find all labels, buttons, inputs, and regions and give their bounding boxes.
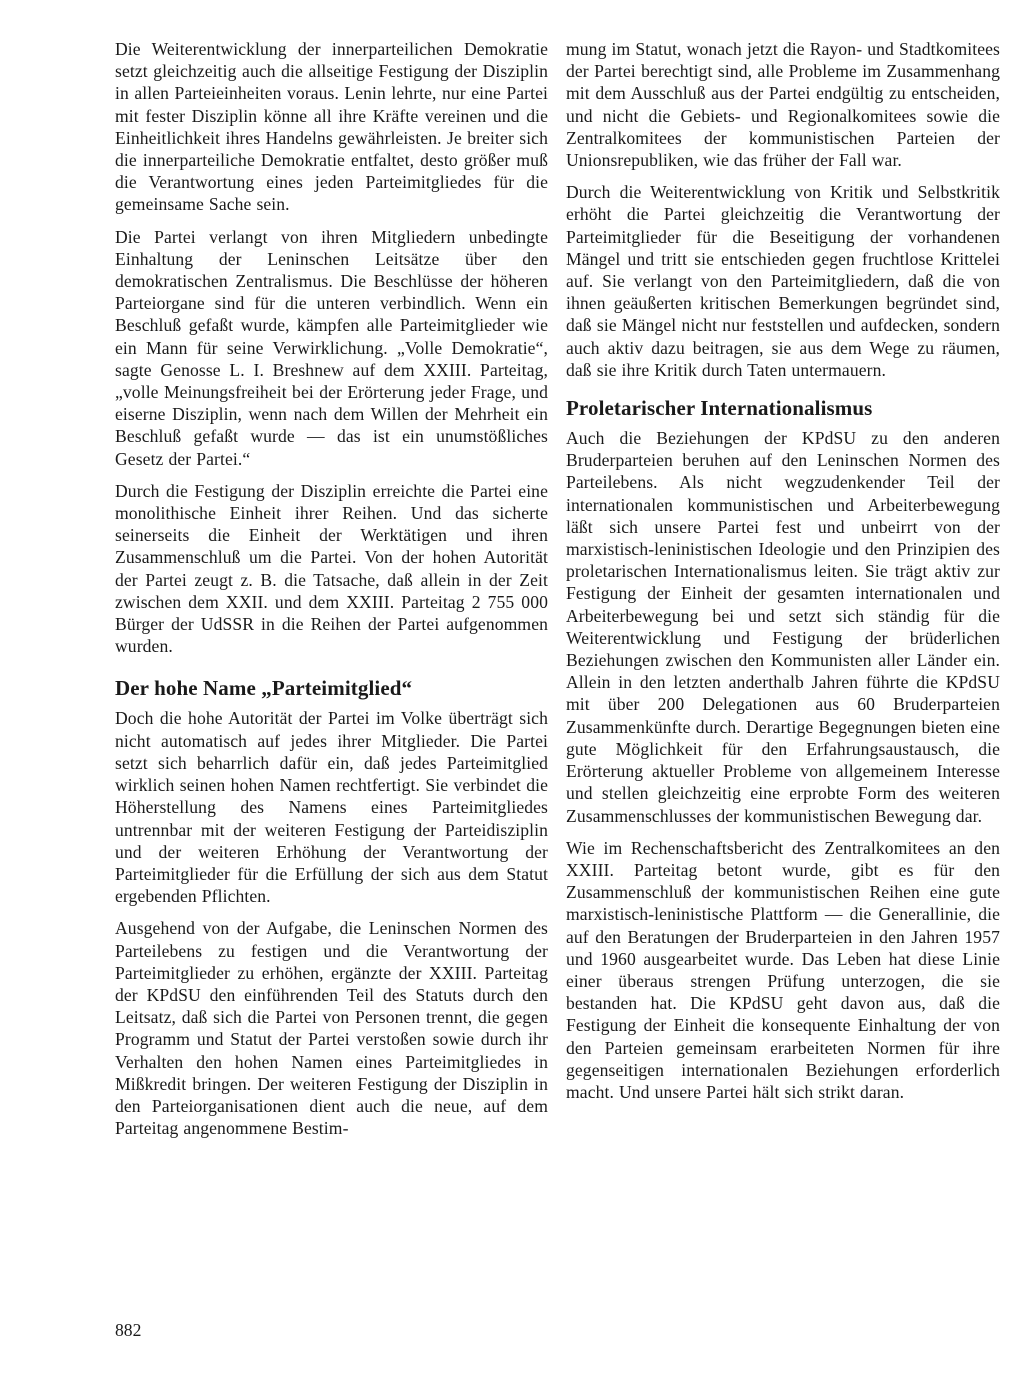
body-paragraph: Doch die hohe Autorität der Partei im Volke überträgt sich nicht automatisch auf jedes ihrer Mitglieder. Die Partei setzt sich beharrlich dafür ein, daß jedes Parteimitglied wirklich seinen hohen Namen rechtfertigt. Sie verbindet die Höherstellung des Namens eines Parteimitgliedes untrennbar mit der weiteren Festigung der Parteidisziplin und der weiteren Erhöhung der Verantwortung der Parteimitglieder für die Erfüllung der sich aus dem Statut ergebenden Pflichten. bbox=[115, 708, 548, 907]
body-paragraph: Durch die Weiterentwicklung von Kritik und Selbstkritik erhöht die Partei gleichzeitig die Verantwortung der Parteimitglieder für die Beseitigung der vorhandenen Mängel und tritt sie entschieden gegen fruchtlose Krittelei auf. Sie verlangt von den Parteimitgliedern, daß die von ihnen geäußerten kritischen Bemerkungen begründet sind, daß sie Mängel nicht nur feststellen und aufdecken, sondern auch aktiv dazu beitragen, sie aus dem Wege zu räumen, daß sie ihre Kritik durch Taten untermauern. bbox=[566, 182, 1000, 380]
body-paragraph: Die Weiterentwicklung der innerparteilichen Demokratie setzt gleichzeitig auch die allseitige Festigung der Disziplin in allen Parteieinheiten voraus. Lenin lehrte, nur eine Partei mit fester Disziplin könne all ihre Kräfte vereinen und die Einheitlichkeit ihres Handelns gewährleisten. Je breiter sich die innerparteiliche Demokratie entfaltet, desto größer muß die Verantwortung eines jeden Parteimitgliedes für die gemeinsame Sache sein. bbox=[115, 39, 548, 215]
page-number: 882 bbox=[115, 1320, 142, 1340]
right-column bbox=[566, 38, 1000, 1113]
body-paragraph: Auch die Beziehungen der KPdSU zu den anderen Bruderparteien beruhen auf den Leninschen Normen des Parteilebens. Als nicht wegzudenkender Teil der internationalen kommunistischen und Arbeiterbewegung läßt sich unsere Partei fest und unbeirrt von der marxistisch-leninistischen Ideologie und den Prinzipien des proletarischen Internationalismus leiten. Sie trägt aktiv zur Festigung der Einheit der gesamten internationalen und Arbeiterbewegung bei und setzt sich ständig für die Weiterentwicklung und Festigung der brüderlichen Beziehungen zwischen den Kommunisten aller Länder ein. Allein in den letzten anderthalb Jahren führte die KPdSU mit über 200 Delegationen aus 60 Bruderparteien Zusammenkünfte durch. Derartige Begegnungen bieten eine gute Möglichkeit für den Erfahrungsaustausch, die Erörterung aktueller Probleme von allgemeinem Interesse und stellen gleichzeitig eine erprobte Form des weiteren Zusammenschlusses der kommunistischen Bewegung dar. bbox=[566, 428, 1000, 826]
section-heading: Der hohe Name „Parteimitglied“ bbox=[115, 676, 413, 701]
left-column bbox=[115, 38, 548, 1149]
body-paragraph: Durch die Festigung der Disziplin erreichte die Partei eine monolithische Einheit ihrer Reihen. Und das sicherte seinerseits die Einheit der Werktätigen und ihren Zusammenschluß um die Partei. Von der hohen Autorität der Partei zeugt z. B. die Tatsache, daß allein in der Zeit zwischen dem XXII. und dem XXIII. Parteitag 2 755 000 Bürger der UdSSR in die Reihen der Partei aufgenommen wurden. bbox=[115, 480, 548, 657]
body-paragraph: Die Partei verlangt von ihren Mitgliedern unbedingte Einhaltung der Leninschen Leitsätze über den demokratischen Zentralismus. Die Beschlüsse der höheren Parteiorgane sind für die unteren verbindlich. Wenn ein Beschluß gefaßt wurde, kämpfen alle Parteimitglieder wie ein Mann für seine Verwirklichung. „Volle Demokratie“, sagte Genosse L. I. Breshnew auf dem XXIII. Parteitag, „volle Meinungsfreiheit bei der Erörterung jeder Frage, und eiserne Disziplin, wenn nach dem Willen der Mehrheit ein Beschluß gefaßt wurde — das ist ein unumstößliches Gesetz der Partei.“ bbox=[115, 226, 548, 469]
body-paragraph: Ausgehend von der Aufgabe, die Leninschen Normen des Parteilebens zu festigen und die Verantwortung der Parteimitglieder zu erhöhen, ergänzte der XXIII. Parteitag der KPdSU den einführenden Teil des Statuts durch den Leitsatz, daß sich die Partei von Personen trennt, die gegen Programm und Statut der Partei verstoßen sowie durch ihr Verhalten den hohen Namen eines Parteimitgliedes in Mißkredit bringen. Der weiteren Festigung der Disziplin in den Parteiorganisationen dient auch die neue, auf dem Parteitag angenommene Bestim- bbox=[115, 918, 548, 1139]
body-paragraph: Wie im Rechenschaftsbericht des Zentralkomitees an den XXIII. Parteitag betont wurde, gibt es für den Zusammenschluß der kommunistischen Reihen eine gute marxistisch-leninistische Plattform — die Generallinie, die auf den Beratungen der Bruderparteien in den Jahren 1957 und 1960 ausgearbeitet wurde. Das Leben hat diese Linie einer überaus strengen Prüfung unterzogen, die sie bestanden hat. Die KPdSU geht davon aus, daß die Festigung der Einheit die konsequente Einhaltung der von den Parteien gemeinsam erarbeiteten Normen für ihre gegenseitigen internationalen Beziehungen erforderlich macht. Und unsere Partei hält sich strikt daran. bbox=[566, 837, 1000, 1102]
section-heading: Proletarischer Internationalismus bbox=[566, 396, 873, 421]
body-paragraph: mung im Statut, wonach jetzt die Rayon- und Stadtkomitees der Partei berechtigt sind, alle Probleme im Zusammenhang mit dem Ausschluß aus der Partei endgültig zu entscheiden, und nicht die Gebiets- und Regionalkomitees sowie die Zentralkomitees der kommunistischen Parteien der Unionsrepubliken, wie das früher der Fall war. bbox=[566, 39, 1000, 171]
